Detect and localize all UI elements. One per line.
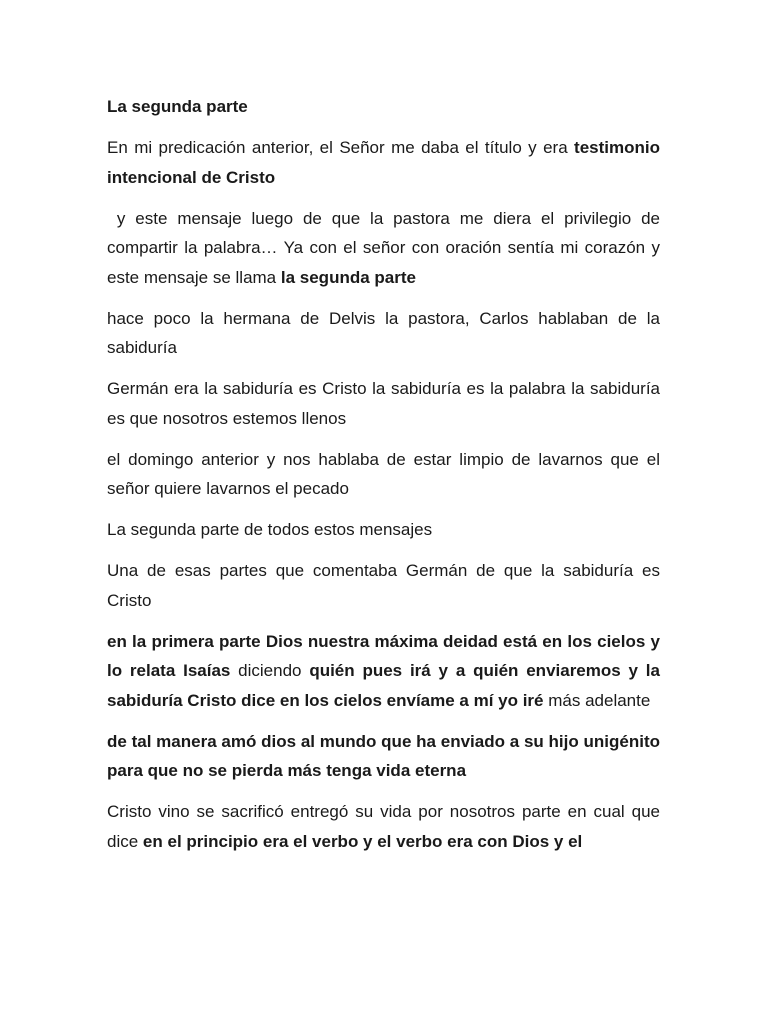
paragraph-10-run-1: Cristo vino se sacrificó entregó su vida por nosotros parte en cual que dice xyxy=(107,802,660,851)
paragraph-5-run-1: el domingo anterior y nos hablaba de estar limpio de lavarnos que el señor quiere lavarnos el pecado xyxy=(107,449,660,498)
paragraph-2-run-1: y este mensaje luego de que la pastora me diera el privilegio de compartir la palabra… Ya con el señor con oración sentía mi corazón y este mensaje se llama xyxy=(107,208,665,287)
paragraph-8-run-4: más adelante xyxy=(543,690,651,710)
paragraph-4-run-1: Germán era la sabiduría es Cristo la sabiduría es la palabra la sabiduría es que nosotros estemos llenos xyxy=(107,379,660,428)
document-title xyxy=(107,92,660,122)
paragraph-10 xyxy=(107,797,660,856)
paragraph-8 xyxy=(107,627,660,716)
paragraph-9 xyxy=(107,727,660,786)
paragraph-2-run-2: la segunda parte xyxy=(280,267,416,287)
title-text: La segunda parte xyxy=(107,97,248,116)
paragraph-1-run-1: En mi predicación anterior, el Señor me daba el título y era xyxy=(107,138,575,157)
document-body xyxy=(107,92,665,868)
paragraph-1 xyxy=(107,133,660,192)
paragraph-3-run-1: hace poco la hermana de Delvis la pastora, Carlos hablaban de la sabiduría xyxy=(107,308,660,357)
paragraph-6 xyxy=(107,515,660,545)
paragraph-8-run-1: en la primera parte Dios nuestra máxima deidad está en los cielos y lo relata Isaías xyxy=(107,631,660,680)
paragraph-1-run-2: testimonio intencional de Cristo xyxy=(107,138,660,187)
paragraph-2 xyxy=(107,204,665,293)
paragraph-6-run-1: La segunda parte de todos estos mensajes xyxy=(107,520,433,539)
paragraph-7 xyxy=(107,556,660,615)
paragraph-10-run-2: en el principio era el verbo y el verbo era con Dios y el xyxy=(142,831,583,851)
paragraph-5 xyxy=(107,445,660,504)
paragraph-8-run-3: quién pues irá y a quién enviaremos y la sabiduría Cristo dice en los cielos envíame a mí yo iré xyxy=(107,661,660,710)
paragraph-3 xyxy=(107,304,660,363)
paragraph-7-run-1: Una de esas partes que comentaba Germán de que la sabiduría es Cristo xyxy=(107,561,660,610)
paragraph-8-run-2: diciendo xyxy=(230,661,310,680)
paragraph-9-run-1: de tal manera amó dios al mundo que ha enviado a su hijo unigénito para que no se pierda más tenga vida eterna xyxy=(107,731,660,780)
paragraph-4 xyxy=(107,374,660,433)
